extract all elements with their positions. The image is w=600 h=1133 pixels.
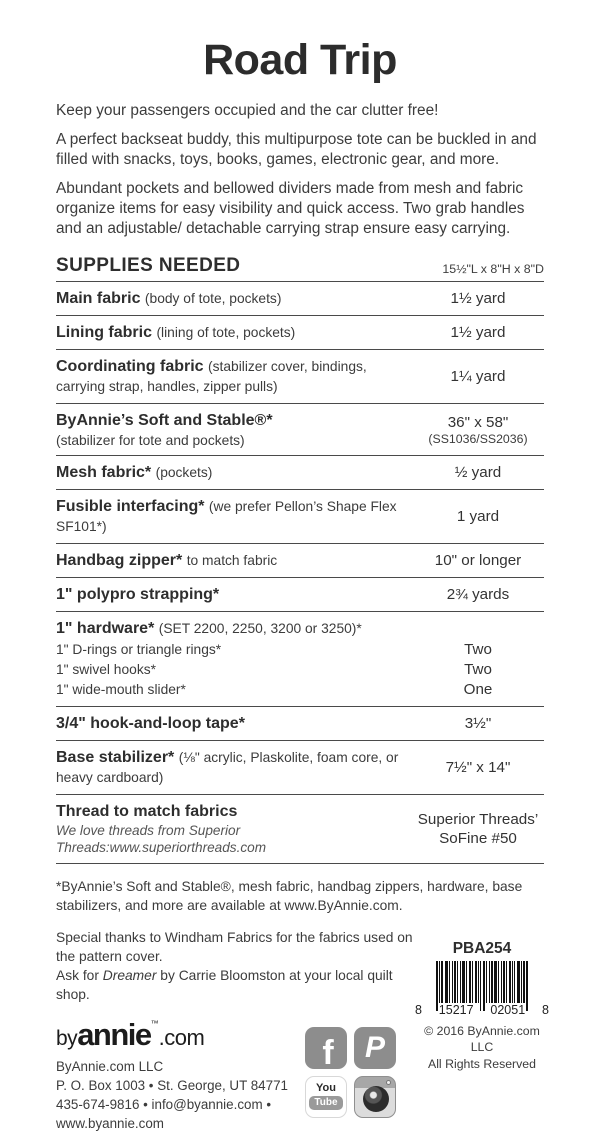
hardware-subitem (56, 680, 544, 700)
supply-qty: 1 yard (456, 508, 500, 526)
supply-qty: 1½ yard (450, 324, 506, 342)
supply-row-main-fabric (56, 282, 544, 316)
barcode-digits: 8 15217 02051 8 (415, 1002, 549, 1017)
social-icons (305, 1027, 396, 1118)
hardware-subitem-label: 1" D-rings or triangle rings* (56, 641, 222, 657)
supply-row-hook-and-loop-tape (56, 707, 544, 741)
supply-name: Lining fabric (56, 323, 152, 341)
supply-qty: 1¼ yard (450, 368, 506, 386)
hardware-subitem-qty: Two (464, 640, 492, 658)
copyright-line-1: © 2016 ByAnnie.com LLC (424, 1023, 540, 1055)
supply-row-fusible-interfacing (56, 490, 544, 544)
trademark-symbol: ™ (150, 1018, 159, 1028)
supply-qty: 36" x 58" (447, 413, 509, 431)
supply-name: Main fabric (56, 289, 141, 307)
supply-row-thread (56, 795, 544, 864)
copyright (412, 1023, 552, 1073)
availability-footnote: *ByAnnie’s Soft and Stable®, mesh fabric, handbag zippers, hardware, base stabilizers, and more are available at www.ByAnnie.com. (56, 879, 523, 913)
supply-row-handbag-zipper (56, 544, 544, 578)
intro-paragraph-3: Abundant pockets and bellowed dividers made from mesh and fabric organize items for easy visibility and quick access. Two grab handles and an adjustable/ detachable carrying strap ensure easy carrying. (56, 180, 525, 238)
logo-by: by (56, 1026, 78, 1050)
supply-name: Handbag zipper* (56, 551, 183, 569)
instagram-icon (354, 1076, 396, 1118)
supply-note: (pockets) (155, 464, 213, 480)
supply-qty: 3½" (464, 715, 492, 733)
supply-name: 1" hardware* (56, 619, 155, 637)
supply-name: Thread to match fabrics (56, 802, 238, 820)
supply-note: (SET 2200, 2250, 3200 or 3250)* (158, 620, 362, 636)
supply-name: 3/4" hook-and-loop tape* (56, 714, 245, 732)
supply-row-mesh-fabric (56, 456, 544, 490)
supply-qty: 7½" x 14" (445, 759, 511, 777)
supply-qty: 10" or longer (434, 552, 522, 570)
thanks-line-1: Special thanks to Windham Fabrics for the fabrics used on the pattern cover. (56, 929, 413, 964)
company-contact: 435-674-9816 • info@byannie.com • www.byannie.com (56, 1096, 272, 1131)
company-block (56, 1017, 305, 1133)
hardware-subitem-qty: One (463, 680, 493, 698)
intro-paragraph-1: Keep your passengers occupied and the car clutter free! (56, 102, 439, 119)
bottom-section (56, 928, 549, 1133)
copyright-line-2: All Rights Reserved (428, 1056, 536, 1071)
supply-note: to match fabric (186, 552, 278, 568)
logo-com: .com (158, 1024, 205, 1050)
supply-qty-detail: (SS1036/SS2036) (428, 431, 528, 446)
thanks-note (56, 928, 427, 1005)
supply-name: 1" polypro strapping* (56, 585, 220, 603)
intro-paragraph-2: A perfect backseat buddy, this multipurpose tote can be buckled in and filled with snacks, toys, books, games, electronic gear, and more. (56, 131, 537, 169)
supply-row-coordinating-fabric (56, 350, 544, 404)
supply-note: (we prefer Pellon’s Shape Flex SF101*) (56, 498, 397, 534)
supplies-heading: SUPPLIES NEEDED (56, 255, 241, 277)
supply-row-polypro-strapping (56, 578, 544, 612)
pattern-name-dreamer: Dreamer (102, 968, 157, 984)
supply-note: (body of tote, pockets) (144, 290, 282, 306)
youtube-icon: You Tube (305, 1076, 347, 1118)
supply-qty: Superior Threads’ (417, 811, 539, 829)
thanks-line-2-pre: Ask for (56, 968, 103, 984)
supply-qty: 1½ yard (450, 290, 506, 308)
supplies-table (56, 282, 544, 864)
supply-name: Mesh fabric* (56, 463, 152, 481)
company-address: P. O. Box 1003 • St. George, UT 84771 (56, 1077, 288, 1093)
facebook-icon: f (305, 1027, 347, 1069)
pattern-sku: PBA254 (452, 939, 512, 957)
supply-note-italic: We love threads from Superior Threads:www.superiorthreads.com (56, 822, 267, 855)
hardware-subitem (56, 640, 544, 660)
supply-qty: 2¾ yards (446, 586, 510, 604)
page-title: Road Trip (203, 36, 397, 84)
camera-flash (386, 1080, 391, 1085)
supply-row-hardware (56, 612, 544, 707)
hardware-subitem-qty: Two (464, 660, 492, 678)
barcode-block (412, 940, 552, 1073)
thanks-line-2-post: by Carrie Bloomston at your local quilt shop. (56, 968, 393, 1003)
supply-note: (⅛" acrylic, Plaskolite, foam core, or heavy cardboard) (56, 749, 399, 785)
supply-row-lining-fabric (56, 316, 544, 350)
supply-note: (lining of tote, pockets) (156, 324, 296, 340)
supply-name: Base stabilizer* (56, 748, 175, 766)
camera-lens (363, 1086, 389, 1112)
supply-name: ByAnnie’s Soft and Stable®* (56, 411, 273, 429)
hardware-subitem-label: 1" swivel hooks* (56, 661, 156, 677)
supply-note: (stabilizer cover, bindings, carrying strap, handles, zipper pulls) (56, 358, 367, 394)
byannie-logo (56, 1017, 305, 1053)
supply-row-soft-and-stable (56, 404, 544, 456)
company-name: ByAnnie.com LLC (56, 1058, 164, 1074)
finished-dimensions: 15½"L x 8"H x 8"D (442, 262, 544, 277)
supply-name: Fusible interfacing* (56, 497, 205, 515)
supplies-header (56, 255, 544, 282)
supply-qty: ½ yard (454, 464, 502, 482)
logo-annie: annie (77, 1016, 151, 1052)
supply-row-base-stabilizer (56, 741, 544, 795)
pinterest-icon: P (354, 1027, 396, 1069)
supply-qty-detail: SoFine #50 (439, 830, 517, 848)
hardware-subitem-label: 1" wide-mouth slider* (56, 681, 186, 697)
supply-note: (stabilizer for tote and pockets) (56, 432, 245, 448)
supply-name: Coordinating fabric (56, 357, 204, 375)
hardware-subitem (56, 660, 544, 680)
